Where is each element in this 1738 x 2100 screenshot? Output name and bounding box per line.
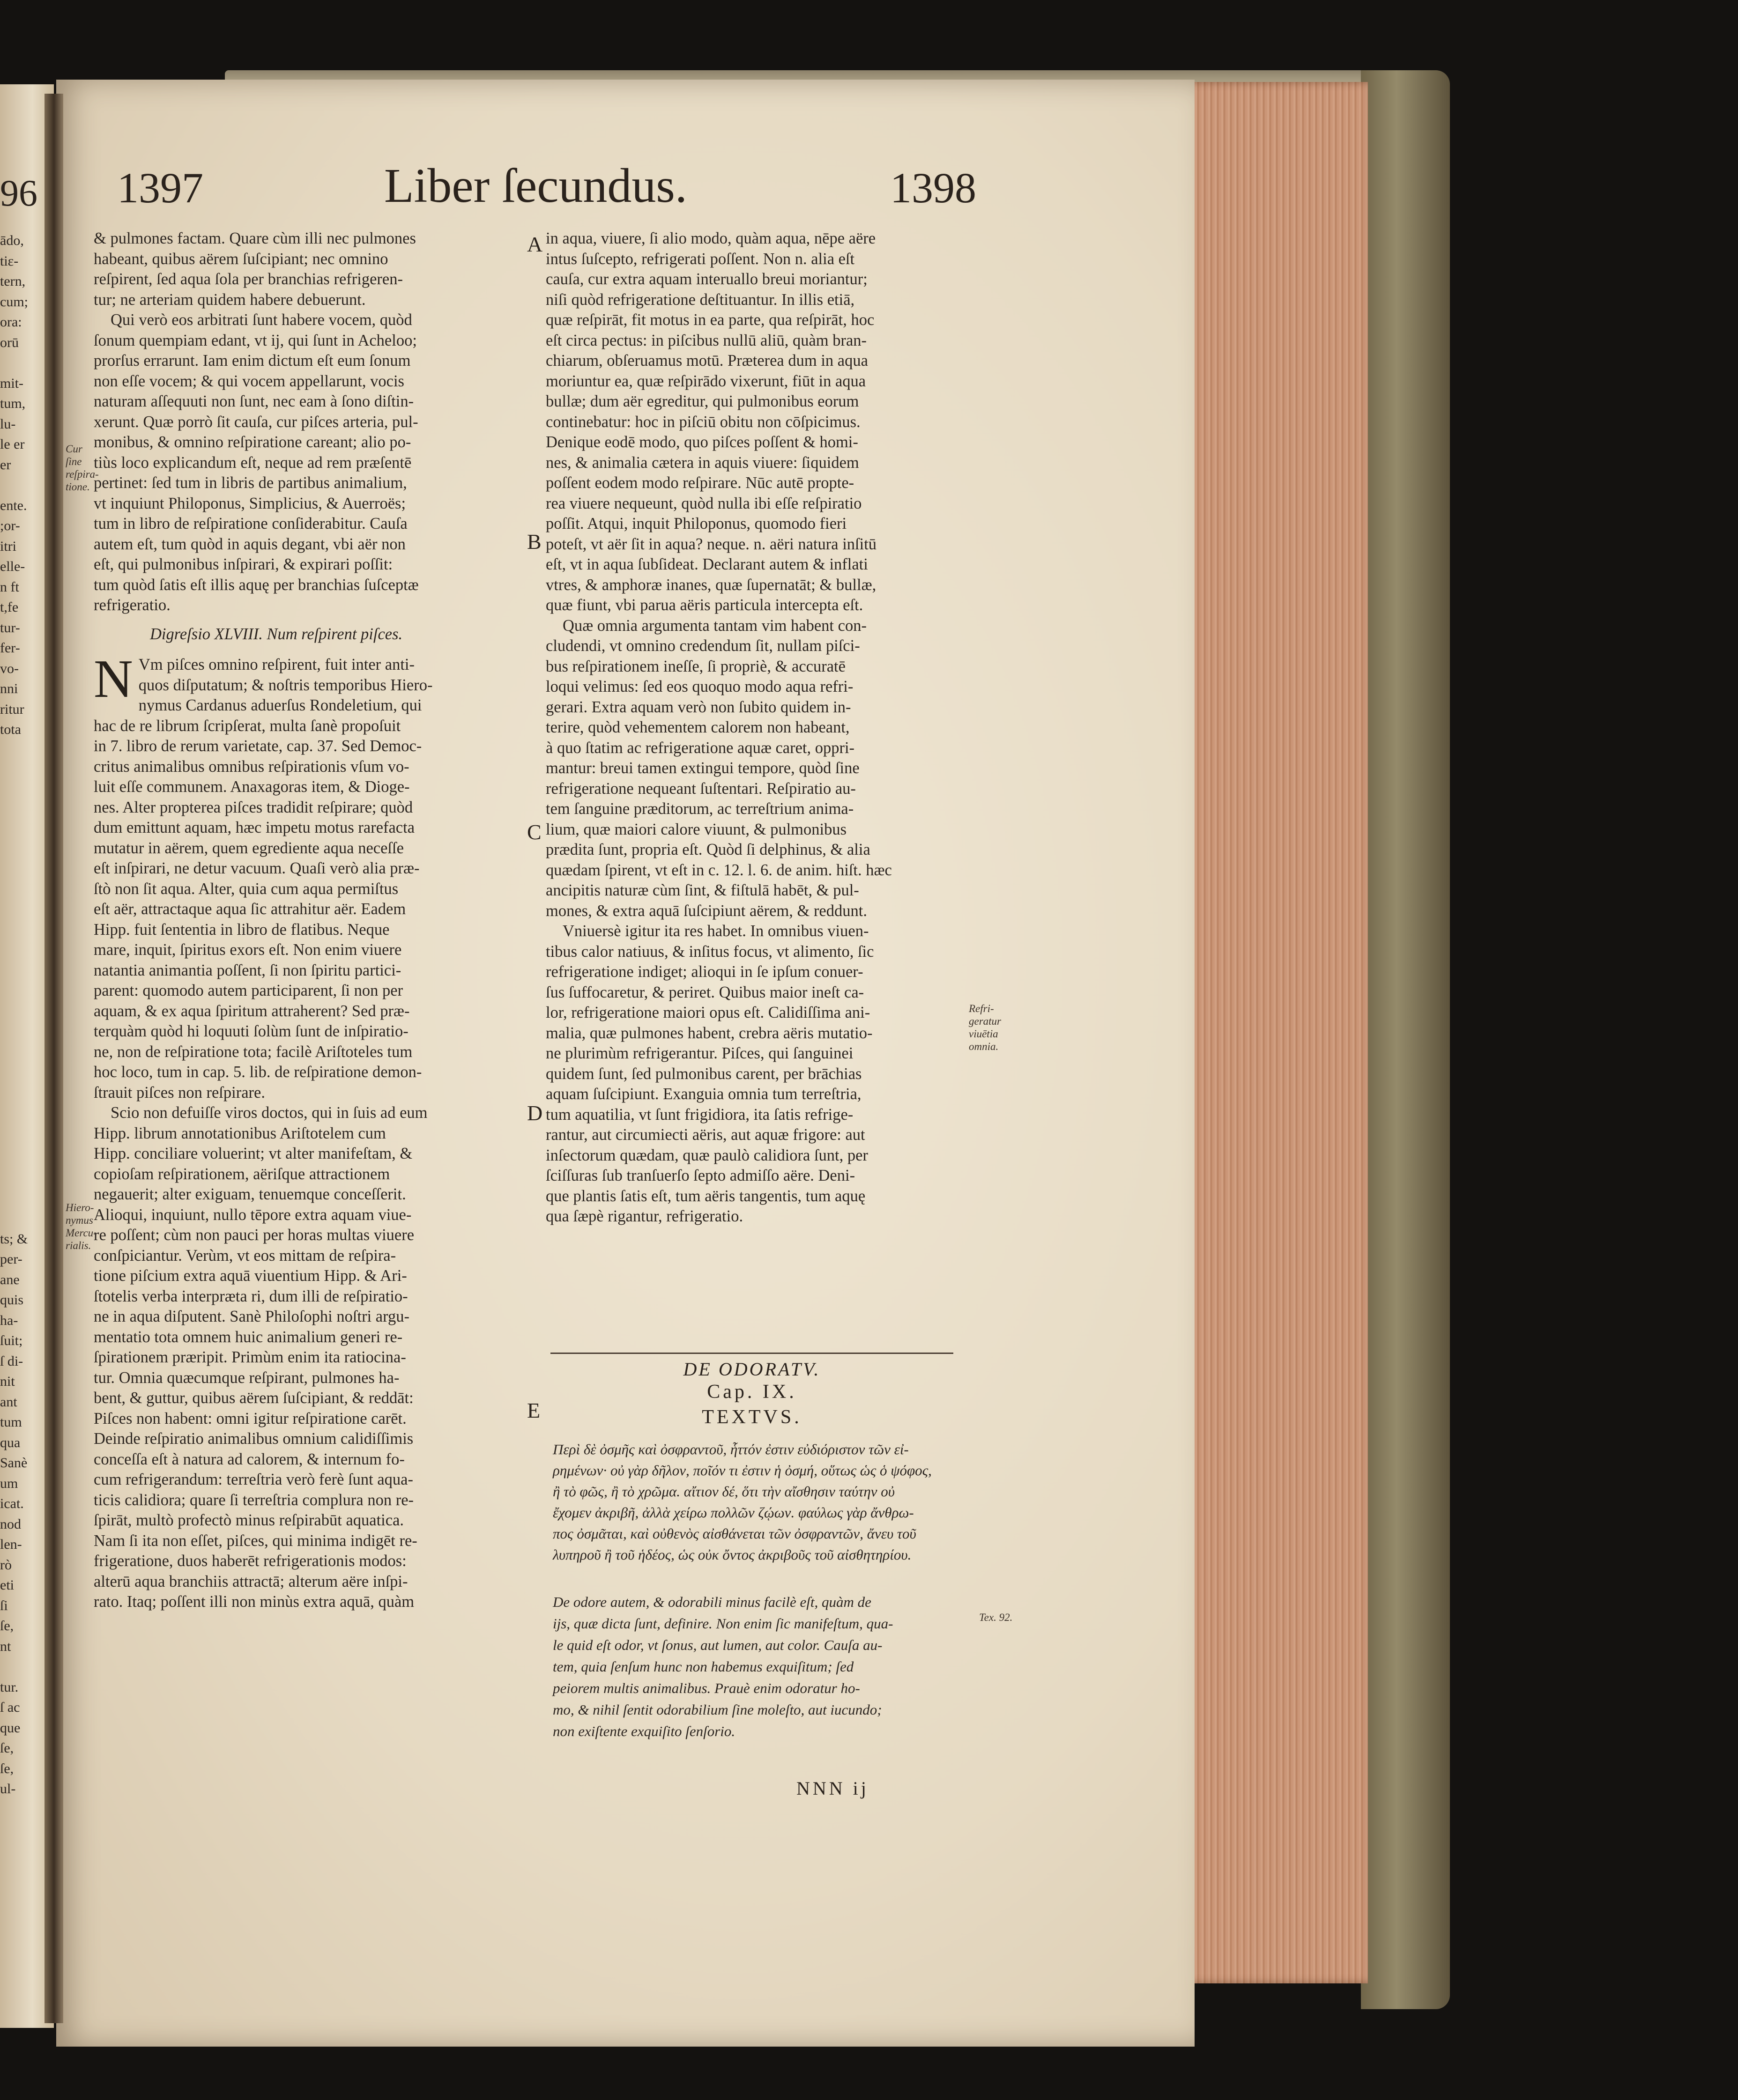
text-line: hoc loco, tum in cap. 5. lib. de reſpiratione demon-	[94, 1063, 422, 1081]
previous-page-fragment: tur-	[0, 620, 20, 636]
right-block-1	[546, 229, 967, 616]
margin-letter-a: A	[527, 232, 543, 256]
previous-page-fragment: tern,	[0, 274, 26, 289]
text-line: in 7. libro de rerum varietate, cap. 37. Sed Democ-	[94, 737, 422, 755]
previous-page-fragment: er	[0, 457, 11, 473]
text-line: que plantis ſatis eſt, tum aëris tangentis, tum aquę	[546, 1187, 866, 1205]
previous-page-fragment: le er	[0, 436, 25, 452]
text-line: ſtotelis verba interpræta ri, dum illi de reſpiratio-	[94, 1287, 408, 1305]
signature-mark: NNN ij	[796, 1778, 869, 1799]
text-line: reſpirent, ſed aqua ſola per branchias refrigeren-	[94, 270, 403, 288]
text-line: Hipp. fuit ſententia in libro de flatibus. Neque	[94, 920, 390, 939]
greek-line: λυπηροῦ ἢ τοῦ ἡδέος, ὡς οὐκ ὄντος ἀκριβοῦς τοῦ αἰσθητηρίου.	[553, 1546, 912, 1563]
previous-page-fragment: qua	[0, 1435, 21, 1450]
text-line: niſi quòd refrigeratione deſtituantur. In illis etiā,	[546, 290, 855, 309]
text-line: malia, quæ pulmones habent, crebra aëris mutatio-	[546, 1024, 873, 1042]
text-line: ſtrauit piſces non reſpirare.	[94, 1083, 265, 1102]
greek-text-block	[553, 1439, 974, 1565]
text-line: inſectorum quædam, quæ paulò calidiora ſunt, per	[546, 1146, 868, 1164]
previous-page-fragment: um	[0, 1475, 18, 1491]
previous-page-fragment: ;or-	[0, 518, 20, 533]
text-line: ſonum quempiam edant, vt ij, qui ſunt in Acheloo;	[94, 331, 417, 349]
text-line: Hipp. conciliare voluerint; vt alter manifeſtam, &	[94, 1145, 413, 1162]
text-line: Denique eodē modo, quo piſces poſſent & homi-	[546, 433, 858, 451]
text-line: chiarum, obſeruamus motū. Præterea dum in aqua	[546, 352, 868, 370]
running-title: Liber ſecundus.	[384, 159, 687, 213]
text-line: dum emittunt aquam, hæc impetu motus rarefacta	[94, 819, 415, 836]
text-line: Qui verò eos arbitrati ſunt habere vocem, quòd	[111, 311, 412, 329]
text-line: tur. Omnia quæcumque reſpirant, pulmones ha-	[94, 1368, 400, 1387]
text-line: parent: quomodo autem participarent, ſi non per	[94, 982, 403, 999]
text-line: qua ſæpè rigantur, refrigeratio.	[546, 1207, 743, 1225]
text-line: cludendi, vt omnino credendum ſit, nullam piſci-	[546, 637, 860, 655]
latin-translation-block	[553, 1591, 974, 1742]
previous-page-fragment: t,fe	[0, 599, 19, 615]
left-block-1	[94, 229, 525, 616]
text-line: eſt inſpirari, ne detur vacuum. Quaſi verò alia præ-	[94, 859, 420, 877]
previous-page-fragment: ſe,	[0, 1760, 14, 1776]
left-block-2	[94, 649, 525, 1103]
left-block-2-lines	[94, 649, 525, 1103]
margin-letter-d: D	[527, 1101, 543, 1125]
previous-page-fragment: ente.	[0, 497, 27, 513]
previous-page-fragment: fer-	[0, 640, 20, 656]
text-line: rea viuere nequeunt, quòd nulla ibi eſſe reſpiratio	[546, 494, 862, 512]
text-line: mare, inquit, ſpiritus exors eſt. Non enim viuere	[94, 941, 402, 959]
text-line: ſus ſuffocaretur, & periret. Quibus maior ineſt ca-	[546, 983, 864, 1001]
text-line: Nam ſi ita non eſſet, piſces, qui minima indigēt re-	[94, 1531, 417, 1550]
text-line: re poſſent; cùm non pauci per horas multas viuere	[94, 1226, 415, 1244]
text-line: conceſſa eſt à natura ad calorem, & internum fo-	[94, 1450, 405, 1468]
text-line: cum refrigerandum: terreſtria verò ferè ſunt aqua-	[94, 1471, 413, 1488]
margin-note-refrigeratur: Refri- geratur viuētia omnia.	[969, 1003, 1001, 1052]
text-line: luit eſſe communem. Anaxagoras item, & Dioge-	[94, 778, 410, 796]
book-gutter	[45, 94, 63, 2023]
text-line: ſtò non ſit aqua. Alter, quia cum aqua permiſtus	[94, 880, 399, 898]
previous-page-fragment: rò	[0, 1557, 12, 1573]
previous-page-fragment: que	[0, 1720, 21, 1736]
text-line: ſpirāt, multò profectò minus reſpirabūt aquatica.	[94, 1511, 404, 1529]
text-line: quæ fiunt, vbi parua aëris particula intercepta eſt.	[546, 596, 863, 614]
previous-page-number-fragment: 96	[0, 173, 37, 214]
text-line: vt inquiunt Philoponus, Simplicius, & Auerroës;	[94, 494, 406, 512]
text-line: tiùs loco explicandum eſt, neque ad rem præſentē	[94, 453, 412, 472]
section-rule	[550, 1353, 953, 1354]
previous-page-fragment: lu-	[0, 416, 16, 432]
previous-page-fragment: quis	[0, 1292, 24, 1308]
right-block-3	[546, 921, 967, 1227]
text-line: mones, & extra aquā ſuſcipiunt aërem, & reddunt.	[546, 902, 867, 920]
text-line: tibus calor natiuus, & inſitus focus, vt alimento, ſic	[546, 942, 874, 961]
page-number-right: 1398	[890, 164, 976, 212]
text-line: terquàm quòd hi loquuti ſolùm ſunt de inſpiratio-	[94, 1022, 409, 1040]
text-line: moriuntur ea, quæ reſpirādo vixerunt, fiūt in aqua	[546, 372, 866, 390]
text-line: tum quòd ſatis eſt illis aquę per branchias ſuſceptæ	[94, 576, 419, 594]
text-line: nes, & animalia cætera in aquis viuere: ſiquidem	[546, 453, 859, 472]
section-title: DE ODORATV.	[683, 1359, 821, 1380]
previous-page-fragment: vo-	[0, 660, 19, 676]
margin-note-tex: Tex. 92.	[979, 1612, 1013, 1623]
text-line: ſpirationem præripit. Primùm enim ita ratiocina-	[94, 1348, 406, 1366]
text-line: gerari. Extra aquam verò non ſubito quidem in-	[546, 698, 851, 716]
latin-line: De odore autem, & odorabili minus facilè eſt, quàm de	[553, 1594, 871, 1610]
text-line: quos diſputatum; & noſtris temporibus Hiero-	[138, 676, 433, 694]
latin-line: ijs, quæ dicta ſunt, definire. Non enim ſic manifeſtum, qua-	[553, 1615, 893, 1632]
margin-letter-b: B	[527, 530, 542, 554]
previous-page-fragment: ſi	[0, 1597, 8, 1613]
greek-line: ἔχομεν ἀκριβῆ, ἀλλὰ χείρω πολλῶν ζῴων. φαύλως γὰρ ἄνθρω-	[553, 1504, 914, 1521]
text-line: Alioqui, inquiunt, nullo tēpore extra aquam viue-	[94, 1205, 412, 1224]
text-line: Vniuersè igitur ita res habet. In omnibus viuen-	[563, 922, 869, 940]
text-line: lium, quæ maiori calore viuunt, & pulmonibus	[546, 820, 847, 838]
page-fore-edge	[1181, 82, 1368, 1983]
text-line: continebatur: hoc in piſciū obitu non cōſpicimus.	[546, 413, 861, 431]
text-line: Piſces non habent: omni igitur reſpiratione carēt.	[94, 1409, 407, 1427]
text-line: à quo ſtatim ac refrigeratione aquæ caret, oppri-	[546, 739, 855, 757]
left-text-column	[94, 229, 525, 1612]
text-line: Hipp. librum annotationibus Ariſtotelem cum	[94, 1124, 386, 1142]
textus-label: TEXTVS.	[702, 1406, 802, 1428]
previous-page-fragment: Sanè	[0, 1455, 28, 1471]
book-cover-edge	[1361, 70, 1450, 2009]
latin-line: mo, & nihil ſentit odorabilium ſine moleſto, aut iucundo;	[553, 1701, 882, 1718]
text-line: ſciſſuras ſub tranſuerſo ſepto admiſſo aëre. Deni-	[546, 1167, 855, 1184]
previous-page-fragment: ādo,	[0, 233, 24, 248]
text-line: bus reſpirationem ineſſe, ſi propriè, & accuratē	[546, 657, 846, 675]
text-line: poſſent eodem modo reſpirare. Nūc autē propte-	[546, 474, 854, 492]
latin-line: tem, quia ſenſum hunc non habemus exquiſitum; ſed	[553, 1658, 854, 1675]
right-block-2	[546, 616, 967, 922]
text-line: Deinde reſpiratio animalibus omnium calidiſſimis	[94, 1430, 414, 1448]
text-line: critus animalibus omnibus reſpirationis vſum vo-	[94, 757, 409, 776]
margin-note-cur-sine-respiratione: Cur ſine reſpira- tione.	[66, 443, 99, 493]
text-line: tione piſcium extra aquā viuentium Hipp. & Ari-	[94, 1267, 407, 1285]
previous-page-fragment: ha-	[0, 1312, 18, 1328]
text-line: aquam ſuſcipiunt. Exanguia omnia tum terreſtria,	[546, 1085, 862, 1103]
margin-letter-c: C	[527, 820, 542, 844]
text-line: mantur: breui tamen extingui tempore, quòd ſine	[546, 759, 860, 777]
text-line: negauerit; alter exiguam, tenuemque conceſſerit.	[94, 1185, 406, 1203]
text-line: conſpiciantur. Verùm, vt eos mittam de reſpira-	[94, 1246, 396, 1264]
previous-page-fragment: n ft	[0, 579, 19, 595]
previous-page-fragment: ſ di-	[0, 1353, 23, 1369]
text-line: eſt, qui pulmonibus inſpirari, & expirari poſſit:	[94, 555, 393, 573]
greek-line: ἢ τὸ φῶς, ἢ τὸ χρῶμα. αἴτιον δέ, ὅτι τὴν αἴσθησιν ταύτην οὐ	[553, 1483, 895, 1500]
latin-line: peiorem multis animalibus. Prauè enim odoratur ho-	[553, 1680, 860, 1696]
text-line: pertinet: ſed tum in libris de partibus animalium,	[94, 474, 407, 492]
text-line: xerunt. Quæ porrò ſit cauſa, cur piſces arteria, pul-	[94, 413, 418, 431]
text-line: Scio non defuiſſe viros doctos, qui in ſuis ad eum	[111, 1104, 428, 1122]
previous-page-fragment: ſe,	[0, 1618, 14, 1634]
text-line: quidem ſunt, ſed pulmonibus carent, per brāchias	[546, 1065, 862, 1083]
previous-page-fragment: tum	[0, 1414, 22, 1430]
previous-page-fragment: ts; &	[0, 1231, 28, 1247]
text-line: monibus, & omnino reſpiratione careant; alio po-	[94, 433, 411, 451]
digressio-heading: Digreſsio XLVIII. Num reſpirent piſces.	[150, 625, 403, 643]
text-line: bent, & guttur, quibus aërem ſuſcipiant, & reddāt:	[94, 1389, 414, 1407]
previous-page-fragment: len-	[0, 1537, 22, 1552]
text-line: ne, non de reſpiratione tota; facilè Ariſtoteles tum	[94, 1043, 413, 1061]
text-line: tum in libro de reſpiratione conſiderabitur. Cauſa	[94, 515, 408, 532]
text-line: rato. Itaq; poſſent illi non minùs extra aquā, quàm	[94, 1593, 415, 1611]
previous-page-fragment: ora:	[0, 314, 22, 330]
text-line: ne plurimùm refrigerantur. Piſces, qui ſanguinei	[546, 1044, 854, 1062]
text-line: prorſus errarunt. Iam enim dictum eſt eum ſonum	[94, 352, 411, 370]
text-line: eſt, vt in aqua ſubſideat. Declarant autem & inflati	[546, 555, 868, 573]
greek-line: πος ὀσμᾶται, καὶ οὐθενὸς αἰσθάνεται τῶν ὀσφραντῶν, ἄνευ τοῦ	[553, 1525, 916, 1542]
previous-page-fragment: ant	[0, 1394, 17, 1410]
text-line: loqui velimus: ſed eos quoquo modo aqua refri-	[546, 678, 854, 695]
text-line: lor, refrigeratione maiori opus eſt. Calidiſſima ani-	[546, 1004, 870, 1021]
latin-line: non exiſtente exquiſito ſenſorio.	[553, 1723, 735, 1739]
text-line: nes. Alter propterea piſces tradidit reſpirare; quòd	[94, 798, 413, 816]
previous-page-fragment: tiε-	[0, 253, 19, 269]
text-line: poſſit. Atqui, inquit Philoponus, quomodo fieri	[546, 515, 847, 532]
text-line: prædita ſunt, propria eſt. Quòd ſi delphinus, & alia	[546, 841, 870, 858]
previous-page-fragment: cum;	[0, 294, 28, 310]
previous-page-fragment: nt	[0, 1638, 11, 1654]
previous-page-fragment: orū	[0, 334, 19, 350]
text-line: tem ſanguine præditorum, ac terreſtrium anima-	[546, 800, 854, 818]
previous-page-fragment: tur.	[0, 1679, 19, 1695]
previous-page-fragment: eti	[0, 1577, 14, 1593]
text-line: quæ reſpirāt, fit motus in ea parte, qua reſpirāt, hoc	[546, 311, 875, 329]
text-line: copioſam reſpirationem, aëriſque attractionem	[94, 1165, 390, 1183]
text-line: habeant, quibus aërem ſuſcipiant; nec omnino	[94, 250, 388, 268]
text-line: cauſa, cur extra aquam interuallo breui moriantur;	[546, 270, 868, 288]
text-line: mutatur in aërem, quem egrediente aqua neceſſe	[94, 839, 404, 857]
text-line: quædam ſpirent, vt eſt in c. 12. l. 6. de anim. hiſt. hæc	[546, 861, 892, 879]
text-line: nymus Cardanus aduerſus Rondeletium, qui	[138, 696, 422, 714]
text-line: ticis calidiora; quare ſi terreſtria complura non re-	[94, 1491, 414, 1509]
text-line: Vm piſces omnino reſpirent, fuit inter anti-	[138, 656, 415, 673]
previous-page-fragment: elle-	[0, 559, 25, 574]
text-line: intus ſuſcepto, refrigerati poſſent. Non n. alia eſt	[546, 250, 855, 268]
previous-page-fragment: ſuit;	[0, 1333, 23, 1348]
previous-page-fragment: ritur	[0, 701, 24, 717]
greek-line: ρημένων· οὐ γὰρ δῆλον, ποῖόν τι ἐστιν ἡ ὀσμή, οὕτως ὡς ὁ ψόφος,	[553, 1462, 932, 1479]
text-line: terire, quòd vehementem calorem non habeant,	[546, 718, 850, 736]
text-line: frigeratione, duos haberēt refrigerationis modos:	[94, 1552, 407, 1570]
previous-page-fragment: nni	[0, 681, 18, 696]
text-line: non eſſe vocem; & qui vocem appellarunt, vocis	[94, 372, 404, 390]
greek-line: Περὶ δὲ ὀσμῆς καὶ ὀσφραντοῦ, ἧττόν ἐστιν εὐδιόριστον τῶν εἰ-	[553, 1441, 909, 1457]
previous-page-fragment: tum,	[0, 396, 26, 411]
margin-note-hieronymus-mercurialis: Hiero- nymus Mercu- rialis.	[66, 1202, 97, 1251]
text-line: eſt aër, attractaque aqua ſic attrahitur aër. Eadem	[94, 900, 406, 918]
previous-page-fragment: itri	[0, 538, 16, 554]
text-line: tur; ne arteriam quidem habere debuerunt.	[94, 290, 366, 309]
text-line: alterū aqua branchiis attractā; alterum aëre inſpi-	[94, 1572, 408, 1590]
text-line: aquam, & ex aqua ſpiritum attraherent? Sed præ-	[94, 1002, 410, 1020]
text-line: naturam aſſequuti non ſunt, nec eam à ſono diſtin-	[94, 392, 414, 410]
text-line: mentatio tota omnem huic animalium generi re-	[94, 1328, 403, 1346]
text-line: Quæ omnia argumenta tantam vim habent con-	[563, 616, 867, 635]
text-line: refrigeratione nequeant ſuſtentari. Reſpiratio au-	[546, 779, 856, 798]
text-line: hac de re librum ſcripſerat, multa ſanè propoſuit	[94, 717, 401, 735]
text-line: eſt circa pectus: in piſcibus nullū aliū, quàm bran-	[546, 331, 867, 349]
latin-line: le quid eſt odor, vt ſonus, aut lumen, aut color. Cauſa au-	[553, 1637, 883, 1653]
page-number-left: 1397	[117, 164, 203, 212]
text-line: ancipitis naturæ cùm ſint, & fiſtulā habēt, & pul-	[546, 881, 859, 899]
text-line: tum aquatilia, vt ſunt frigidiora, ita ſatis refrige-	[546, 1105, 854, 1124]
previous-page-fragment: tota	[0, 722, 21, 737]
previous-page-fragment: per-	[0, 1251, 22, 1267]
text-line: poteſt, vt aër ſit in aqua? neque. n. aëri natura inſitū	[546, 535, 877, 553]
text-line: bullæ; dum aër egreditur, qui pulmonibus eorum	[546, 392, 859, 410]
previous-page-fragment: ul-	[0, 1781, 16, 1797]
text-line: rantur, aut circumiecti aëris, aut aquæ frigore: aut	[546, 1126, 865, 1144]
margin-letter-e: E	[527, 1398, 541, 1422]
previous-page-fragment: nod	[0, 1516, 21, 1532]
text-line: autem eſt, tum quòd in aquis degant, vbi aër non	[94, 535, 406, 553]
previous-page-fragment: ſe,	[0, 1740, 14, 1756]
text-line: in aqua, viuere, ſi alio modo, quàm aqua, nēpe aëre	[546, 229, 876, 247]
previous-page-fragment: nit	[0, 1374, 15, 1389]
right-text-column	[546, 229, 967, 1227]
text-line: & pulmones factam. Quare cùm illi nec pulmones	[94, 229, 416, 247]
text-line: ne in aqua diſputent. Sanè Philoſophi noſtri argu-	[94, 1308, 409, 1325]
text-line: vtres, & amphoræ inanes, quæ ſupernatāt; & bullæ,	[546, 576, 876, 594]
left-block-3	[94, 1103, 525, 1612]
chapter-label: Cap. IX.	[707, 1381, 797, 1403]
previous-page-fragment: ſ ac	[0, 1700, 20, 1715]
drop-capital: N	[94, 649, 133, 709]
previous-page-fragment: ane	[0, 1272, 20, 1287]
text-line: natantia animantia poſſent, ſi non ſpiritu partici-	[94, 961, 401, 979]
text-line: refrigeratio.	[94, 596, 171, 614]
previous-page-fragment: mit-	[0, 375, 23, 391]
text-line: refrigeratione indiget; alioqui in ſe ipſum conuer-	[546, 963, 863, 981]
previous-page-fragment: icat.	[0, 1496, 24, 1511]
